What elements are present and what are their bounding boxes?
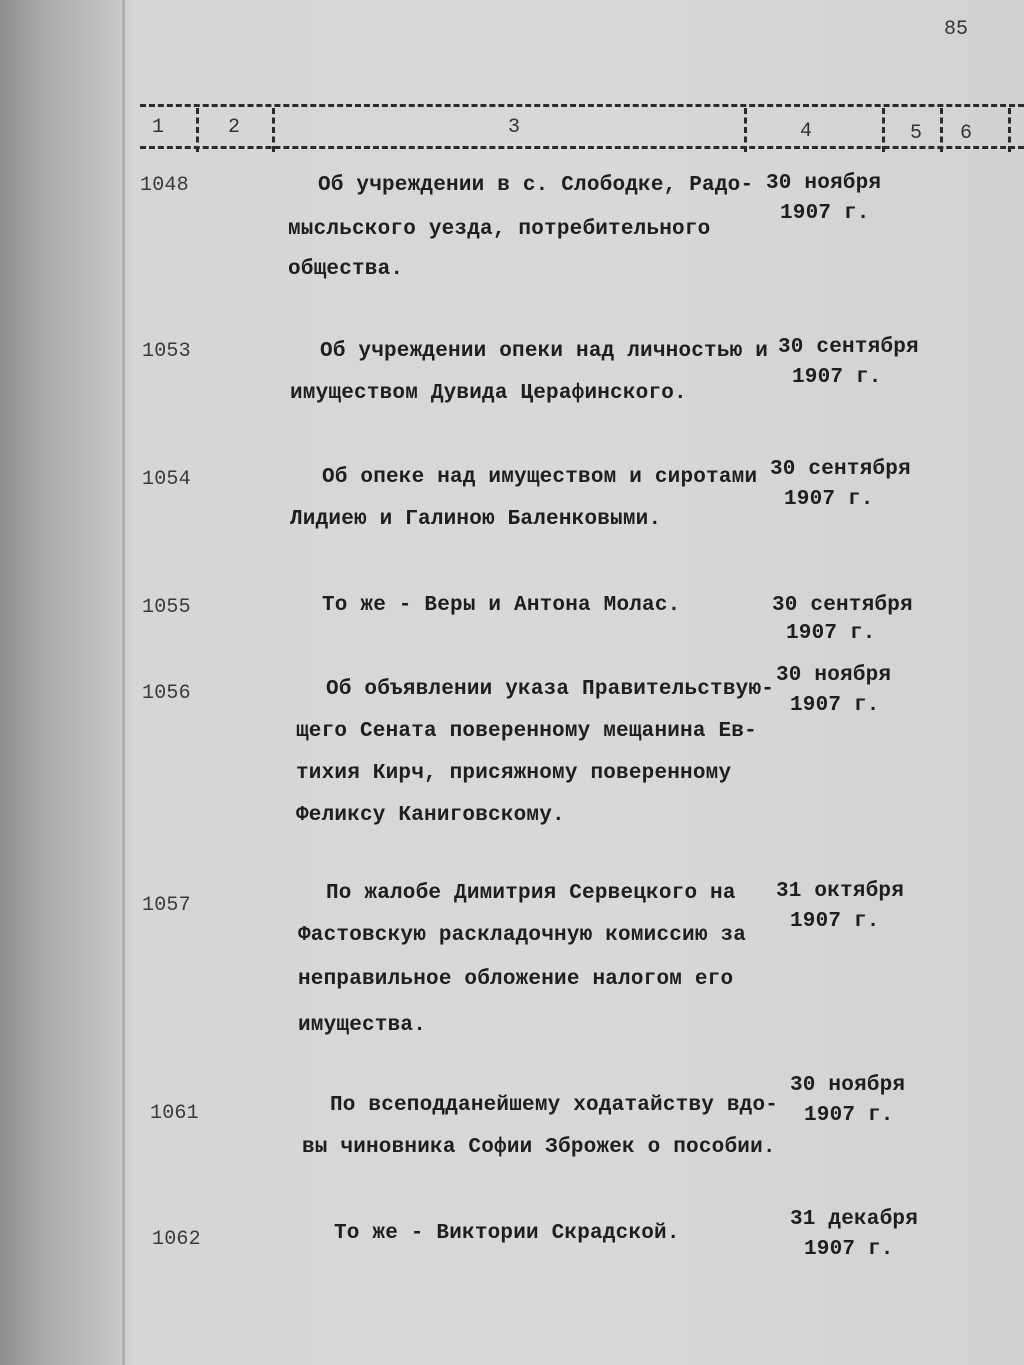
entry-description-line: Об учреждении опеки над личностью и <box>320 340 769 363</box>
column-header-2: 2 <box>228 116 241 139</box>
page-fold <box>122 0 125 1365</box>
entry-description-line: Лидиею и Галиною Баленковыми. <box>290 508 662 531</box>
entry-date-day: 31 октября <box>776 880 905 903</box>
entry-description-line: По жалобе Димитрия Сервецкого на <box>326 882 736 905</box>
entry-number: 1048 <box>140 174 189 197</box>
entry-date-year: 1907 г. <box>784 488 874 511</box>
entry-description-line: То же - Веры и Антона Молас. <box>322 594 681 617</box>
header-top-rule <box>140 104 1024 107</box>
column-header-5: 5 <box>910 122 923 145</box>
entry-date-year: 1907 г. <box>804 1238 894 1261</box>
column-divider <box>196 108 199 152</box>
entry-date-day: 31 декабря <box>790 1208 919 1231</box>
entry-date-day: 30 ноября <box>776 664 892 687</box>
entry-description-line: вы чиновника Софии Зброжек о пособии. <box>302 1136 776 1159</box>
entry-date-day: 30 сентября <box>778 336 919 359</box>
column-divider <box>272 108 275 152</box>
column-header-3: 3 <box>508 116 521 139</box>
entry-number: 1057 <box>142 894 191 917</box>
entry-date-year: 1907 г. <box>786 622 876 645</box>
column-header-1: 1 <box>152 116 165 139</box>
entry-number: 1061 <box>150 1102 199 1125</box>
column-header-6: 6 <box>960 122 973 145</box>
column-divider <box>940 108 943 152</box>
entry-date-year: 1907 г. <box>790 910 880 933</box>
entry-description-line: имущества. <box>298 1014 427 1037</box>
entry-date-year: 1907 г. <box>790 694 880 717</box>
entry-description-line: щего Сената поверенному мещанина Ев- <box>296 720 757 743</box>
column-divider <box>744 108 747 152</box>
entry-description-line: неправильное обложение налогом его <box>298 968 734 991</box>
entry-description-line: общества. <box>288 258 404 281</box>
entry-number: 1054 <box>142 468 191 491</box>
entry-date-day: 30 сентября <box>772 594 913 617</box>
column-divider <box>882 108 885 152</box>
entry-date-year: 1907 г. <box>792 366 882 389</box>
entry-number: 1062 <box>152 1228 201 1251</box>
entry-description-line: Об учреждении в с. Слободке, Радо- <box>318 174 754 197</box>
entry-number: 1055 <box>142 596 191 619</box>
entry-description-line: мысльского уезда, потребительного <box>288 218 711 241</box>
entry-description-line: Об объявлении указа Правительствую- <box>326 678 775 701</box>
entry-description-line: тихия Кирч, присяжному поверенному <box>296 762 732 785</box>
entry-date-day: 30 сентября <box>770 458 911 481</box>
entry-date-day: 30 ноября <box>790 1074 906 1097</box>
entry-description-line: Об опеке над имуществом и сиротами <box>322 466 758 489</box>
column-divider <box>1008 108 1011 152</box>
page-number: 85 <box>944 18 969 41</box>
entry-number: 1056 <box>142 682 191 705</box>
column-header-4: 4 <box>800 120 813 143</box>
entry-description-line: Фастовскую раскладочную комиссию за <box>298 924 747 947</box>
entry-date-year: 1907 г. <box>780 202 870 225</box>
entry-description-line: То же - Виктории Скрадской. <box>334 1222 680 1245</box>
entry-description-line: имуществом Дувида Церафинского. <box>290 382 687 405</box>
entry-description-line: Феликсу Каниговскому. <box>296 804 565 827</box>
entry-date-year: 1907 г. <box>804 1104 894 1127</box>
entry-description-line: По всеподданейшему ходатайству вдо- <box>330 1094 779 1117</box>
entry-number: 1053 <box>142 340 191 363</box>
entry-date-day: 30 ноября <box>766 172 882 195</box>
